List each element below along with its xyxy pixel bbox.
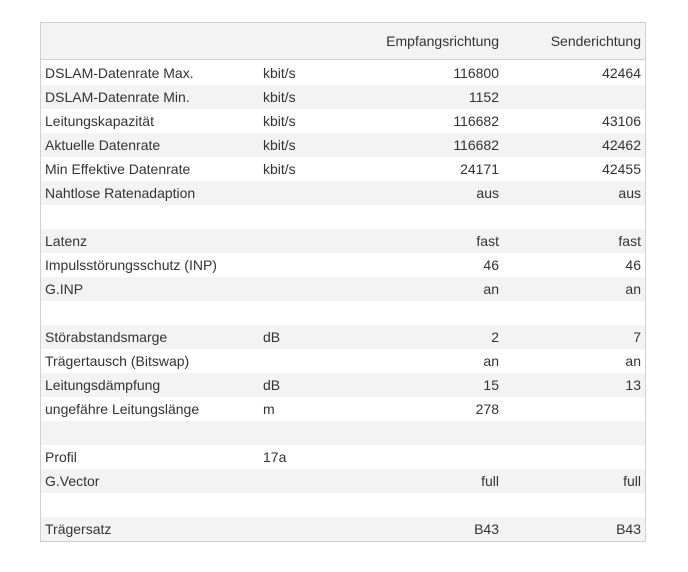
row-downstream-value: an <box>483 353 499 369</box>
row-downstream-value: B43 <box>474 521 499 537</box>
row-label: Trägersatz <box>45 521 112 537</box>
row-unit: 17a <box>263 449 287 465</box>
table-row <box>41 277 645 301</box>
row-label: Impulsstörungsschutz (INP) <box>45 257 217 273</box>
row-upstream-value: 42464 <box>602 65 641 81</box>
row-label: Trägertausch (Bitswap) <box>45 353 190 369</box>
row-upstream-value: 7 <box>633 329 641 345</box>
table-row <box>41 253 645 277</box>
table-row <box>41 181 645 205</box>
table-row <box>41 373 645 397</box>
row-label: Min Effektive Datenrate <box>45 161 191 177</box>
table-row <box>41 469 645 493</box>
row-upstream-value: aus <box>618 185 641 201</box>
row-label: Nahtlose Ratenadaption <box>45 185 196 201</box>
row-unit: dB <box>263 377 281 393</box>
row-upstream-value: 13 <box>625 377 641 393</box>
row-upstream-value: an <box>625 353 641 369</box>
row-downstream-value: 2 <box>491 329 499 345</box>
row-upstream-value: 43106 <box>602 113 641 129</box>
table-row <box>41 421 645 445</box>
row-label: DSLAM-Datenrate Max. <box>45 65 194 81</box>
row-downstream-value: 116682 <box>453 113 499 129</box>
row-unit: kbit/s <box>263 137 296 153</box>
header-upstream: Senderichtung <box>550 33 641 49</box>
row-upstream-value: B43 <box>616 521 641 537</box>
table-row <box>41 325 645 349</box>
row-downstream-value: 46 <box>483 257 499 273</box>
table-row <box>41 301 645 325</box>
row-upstream-value: 42462 <box>602 137 641 153</box>
table-row <box>41 445 645 469</box>
row-unit: kbit/s <box>263 89 296 105</box>
row-label: Aktuelle Datenrate <box>45 137 161 153</box>
row-downstream-value: an <box>483 281 499 297</box>
row-label: Profil <box>45 449 77 465</box>
row-unit: kbit/s <box>263 65 296 81</box>
row-downstream-value: 116682 <box>453 137 499 153</box>
table-row <box>41 85 645 109</box>
row-downstream-value: 24171 <box>460 161 499 177</box>
table-row <box>41 109 645 133</box>
table-body <box>41 61 645 541</box>
table-row <box>41 493 645 517</box>
row-downstream-value: aus <box>476 185 499 201</box>
row-unit: kbit/s <box>263 161 296 177</box>
row-downstream-value: 1152 <box>468 89 499 105</box>
table-row <box>41 133 645 157</box>
row-downstream-value: full <box>481 473 499 489</box>
row-unit: dB <box>263 329 281 345</box>
row-label: G.INP <box>45 281 84 297</box>
row-downstream-value: 116800 <box>453 65 499 81</box>
row-upstream-value: full <box>623 473 641 489</box>
row-label: Leitungskapazität <box>45 113 154 129</box>
table-row <box>41 61 645 85</box>
table-row <box>41 397 645 421</box>
table-row <box>41 349 645 373</box>
header-downstream: Empfangsrichtung <box>386 33 499 49</box>
row-upstream-value: fast <box>618 233 641 249</box>
row-label: Leitungsdämpfung <box>45 377 161 393</box>
row-downstream-value: 15 <box>483 377 499 393</box>
row-label: Störabstandsmarge <box>45 329 168 345</box>
row-label: ungefähre Leitungslänge <box>45 401 200 417</box>
dsl-info-table <box>40 22 646 542</box>
table-row <box>41 157 645 181</box>
row-label: DSLAM-Datenrate Min. <box>45 89 190 105</box>
row-unit: m <box>263 401 275 417</box>
row-label: Latenz <box>45 233 88 249</box>
row-label: G.Vector <box>45 473 100 489</box>
row-unit: kbit/s <box>263 113 296 129</box>
table-row <box>41 205 645 229</box>
row-downstream-value: fast <box>476 233 499 249</box>
row-upstream-value: an <box>625 281 641 297</box>
row-upstream-value: 46 <box>625 257 641 273</box>
row-upstream-value: 42455 <box>602 161 641 177</box>
table-row <box>41 229 645 253</box>
table-row <box>41 517 645 541</box>
row-downstream-value: 278 <box>475 401 499 417</box>
table-header <box>41 23 645 60</box>
